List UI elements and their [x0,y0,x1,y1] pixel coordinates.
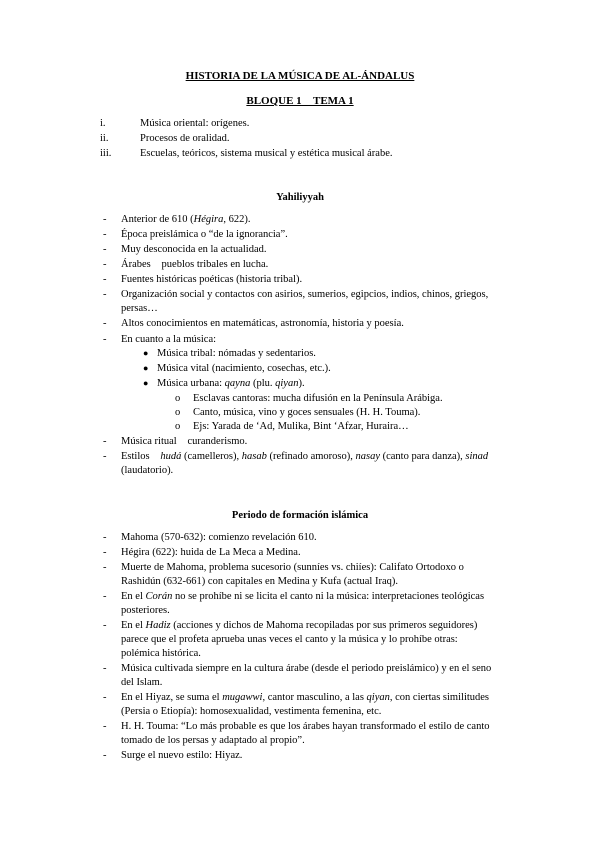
list-item-cont: Rashidún (632-661) con capitales en Medina y Kufa (actual Iraq). [121,576,398,587]
list-item: Mahoma (570-632): comienzo revelación 610. [121,532,317,543]
sub-sub-item: Ejs: Yarada de ‘Ad, Mulika, Bint ‘Afzar, Huraira… [193,421,409,432]
dash-bullet: - [103,721,107,732]
index-num: i. [100,118,106,129]
dash-bullet: - [103,334,107,345]
dash-bullet: - [103,451,107,462]
document-title: HISTORIA DE LA MÚSICA DE AL-ÁNDALUS [185,70,415,82]
dash-bullet: - [103,259,107,270]
sub-item: Música urbana: qayna (plu. qiyan). [157,378,305,389]
dash-bullet: - [103,289,107,300]
o-bullet: o [175,393,181,404]
list-item: Época preislámica o “de la ignorancia”. [121,229,288,240]
list-item: H. H. Touma: “Lo más probable es que los árabes hayan transformado el estilo de canto [121,721,490,732]
dash-bullet: - [103,244,107,255]
index-num: ii. [100,133,109,144]
list-item-cont: persas… [121,303,158,314]
dash-bullet: - [103,318,107,329]
index-num: iii. [100,148,112,159]
o-bullet: o [175,407,181,418]
list-item: En cuanto a la música: [121,334,217,345]
sub-item: Música vital (nacimiento, cosechas, etc.). [157,363,331,374]
list-item-cont: posteriores. [121,605,170,616]
list-item: Fuentes históricas poéticas (historia tribal). [121,274,303,285]
round-bullet: ● [143,348,149,358]
dash-bullet: - [103,562,107,573]
list-item-cont: parece que el profeta aprueba unas veces el canto y la música y lo prohíbe otras: [121,634,458,645]
o-bullet: o [175,421,181,432]
dash-bullet: - [103,436,107,447]
list-item: Estilos hudá (camelleros), hasab (refinado amoroso), nasay (canto para danza), sinad [121,451,480,462]
section-title: Periodo de formación islámica [231,510,369,521]
list-item: Altos conocimientos en matemáticas, astronomía, historia y poesía. [121,318,404,329]
sub-sub-item: Esclavas cantoras: mucha difusión en la Península Arábiga. [193,393,443,404]
index-item: Procesos de oralidad. [140,133,230,144]
dash-bullet: - [103,532,107,543]
list-item: Muerte de Mahoma, problema sucesorio (sunníes vs. chiíes): Califato Ortodoxo o [121,562,464,573]
index-item: Escuelas, teóricos, sistema musical y estética musical árabe. [140,148,393,159]
round-bullet: ● [143,378,149,388]
dash-bullet: - [103,274,107,285]
list-item-cont: polémica histórica. [121,648,201,659]
dash-bullet: - [103,663,107,674]
dash-bullet: - [103,214,107,225]
dash-bullet: - [103,692,107,703]
list-item: Surge el nuevo estilo: Hiyaz. [121,750,243,761]
list-item: Organización social y contactos con asirios, sumerios, egipcios, indios, chinos, griegos, [121,289,489,300]
sub-item: Música tribal: nómadas y sedentarios. [157,348,316,359]
list-item-cont: del Islam. [121,677,163,688]
list-item: Muy desconocida en la actualidad. [121,244,267,255]
dash-bullet: - [103,229,107,240]
list-item: En el Corán no se prohíbe ni se licita el canto ni la música: interpretaciones teológicas [121,591,485,602]
list-item-cont: (Persia o Etiopía): homosexualidad, vestimenta femenina, etc. [121,706,382,717]
list-item: Hégira (622): huida de La Meca a Medina. [121,547,301,558]
list-item: Árabes pueblos tribales en lucha. [121,259,261,270]
list-item: En el Hiyaz, se suma el mugawwi, cantor masculino, a las qiyan, con ciertas similitudes [121,692,490,703]
list-item: En el Hadiz (acciones y dichos de Mahoma recopiladas por sus primeros seguidores) [121,620,478,631]
dash-bullet: - [103,750,107,761]
document-subtitle: BLOQUE 1 TEMA 1 [250,95,350,107]
list-item-cont: tomado de los persas y adaptado al propio”. [121,735,305,746]
round-bullet: ● [143,363,149,373]
index-item: Música oriental: orígenes. [140,118,250,129]
sub-sub-item: Canto, música, vino y goces sensuales (H. H. Touma). [193,407,421,418]
dash-bullet: - [103,591,107,602]
dash-bullet: - [103,547,107,558]
list-item-cont: (laudatorio). [121,465,174,476]
list-item: Música ritual curanderismo. [121,436,240,447]
section-title: Yahiliyyah [276,192,324,203]
list-item: Música cultivada siempre en la cultura árabe (desde el periodo preislámico) y en el seno [121,663,492,674]
list-item: Anterior de 610 (Hégira, 622). [121,214,251,225]
dash-bullet: - [103,620,107,631]
